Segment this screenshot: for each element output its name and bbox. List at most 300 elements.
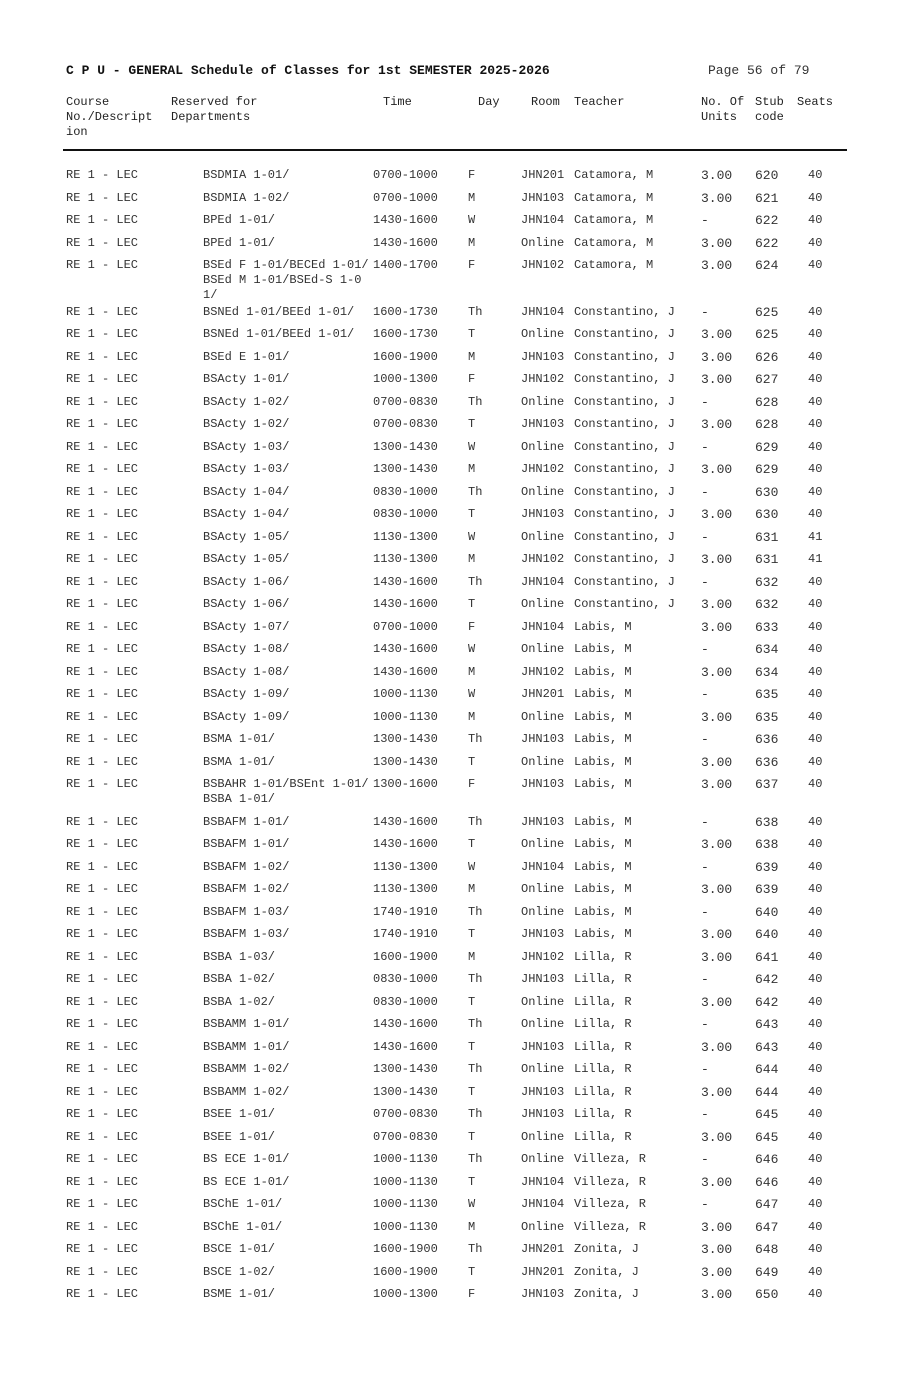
stub-code-cell: 635 bbox=[755, 709, 779, 725]
day-cell: Th bbox=[468, 1107, 483, 1121]
room-cell: JHN104 bbox=[521, 213, 565, 227]
units-cell: - bbox=[701, 529, 709, 545]
department-cell: BSActy 1-01/ bbox=[203, 372, 290, 386]
department-cell: BSME 1-01/ bbox=[203, 1287, 276, 1301]
teacher-cell: Lilla, R bbox=[574, 1084, 632, 1099]
department-cell: BSNEd 1-01/BEEd 1-01/ bbox=[203, 304, 355, 319]
course-cell: RE 1 - LEC bbox=[66, 642, 139, 656]
room-cell: Online bbox=[521, 642, 565, 656]
units-cell: - bbox=[701, 1107, 709, 1122]
time-cell: 0830-1000 bbox=[373, 994, 438, 1009]
stub-code-cell: 624 bbox=[755, 258, 779, 273]
room-cell: JHN103 bbox=[521, 507, 565, 521]
table-row bbox=[0, 507, 900, 530]
department-cell: BSChE 1-01/ bbox=[203, 1197, 283, 1211]
time-cell: 1300-1430 bbox=[373, 754, 438, 769]
table-row bbox=[0, 1287, 900, 1310]
table-row bbox=[0, 905, 900, 928]
course-cell: RE 1 - LEC bbox=[66, 687, 139, 701]
time-cell: 1400-1700 bbox=[373, 258, 438, 272]
department-cell: BSBAFM 1-03/ bbox=[203, 904, 290, 919]
course-cell: RE 1 - LEC bbox=[66, 882, 139, 896]
teacher-cell: Constantino, J bbox=[574, 372, 675, 386]
room-cell: JHN201 bbox=[521, 687, 565, 701]
seats-cell: 40 bbox=[808, 1062, 823, 1076]
table-row bbox=[0, 350, 900, 373]
course-cell: RE 1 - LEC bbox=[66, 190, 139, 205]
department-cell: BSEE 1-01/ bbox=[203, 1107, 276, 1121]
table-row bbox=[0, 1062, 900, 1085]
course-cell: RE 1 - LEC bbox=[66, 619, 139, 634]
room-cell: Online bbox=[521, 754, 565, 769]
units-cell: 3.00 bbox=[701, 597, 733, 612]
units-cell: 3.00 bbox=[701, 1264, 733, 1280]
teacher-cell: Catamora, M bbox=[574, 190, 654, 205]
room-cell: JHN104 bbox=[521, 619, 565, 634]
department-cell: BPEd 1-01/ bbox=[203, 213, 276, 227]
header-divider bbox=[63, 149, 847, 151]
day-cell: T bbox=[468, 1039, 476, 1054]
teacher-cell: Labis, M bbox=[574, 732, 632, 746]
seats-cell: 40 bbox=[808, 1039, 823, 1054]
course-cell: RE 1 - LEC bbox=[66, 213, 139, 227]
room-cell: Online bbox=[521, 1152, 565, 1166]
day-cell: Th bbox=[468, 904, 483, 919]
table-row bbox=[0, 462, 900, 485]
table-row bbox=[0, 950, 900, 973]
room-cell: Online bbox=[521, 529, 565, 544]
stub-code-cell: 645 bbox=[755, 1107, 779, 1122]
course-cell: RE 1 - LEC bbox=[66, 1197, 139, 1211]
day-cell: T bbox=[468, 597, 476, 611]
seats-cell: 40 bbox=[808, 213, 823, 227]
teacher-cell: Constantino, J bbox=[574, 439, 675, 454]
units-cell: 3.00 bbox=[701, 619, 733, 635]
table-row bbox=[0, 837, 900, 860]
units-cell: 3.00 bbox=[701, 949, 733, 965]
room-cell: JHN102 bbox=[521, 462, 565, 476]
room-cell: Online bbox=[521, 235, 565, 250]
table-row bbox=[0, 597, 900, 620]
room-cell: Online bbox=[521, 597, 565, 611]
course-cell: RE 1 - LEC bbox=[66, 949, 139, 964]
table-row bbox=[0, 327, 900, 350]
room-cell: Online bbox=[521, 1017, 565, 1031]
stub-code-cell: 625 bbox=[755, 327, 779, 342]
time-cell: 0700-0830 bbox=[373, 394, 438, 409]
day-cell: Th bbox=[468, 1017, 483, 1031]
room-cell: JHN103 bbox=[521, 972, 565, 986]
teacher-cell: Labis, M bbox=[574, 619, 632, 634]
room-cell: Online bbox=[521, 327, 565, 341]
department-cell: BSMA 1-01/ bbox=[203, 754, 276, 769]
course-cell: RE 1 - LEC bbox=[66, 1084, 139, 1099]
stub-code-cell: 630 bbox=[755, 507, 779, 522]
teacher-cell: Lilla, R bbox=[574, 1129, 632, 1144]
units-cell: 3.00 bbox=[701, 372, 733, 387]
units-cell: - bbox=[701, 1062, 709, 1077]
seats-cell: 40 bbox=[808, 732, 823, 746]
time-cell: 0700-1000 bbox=[373, 619, 438, 634]
seats-cell: 40 bbox=[808, 327, 823, 341]
time-cell: 1430-1600 bbox=[373, 642, 438, 656]
seats-cell: 40 bbox=[808, 709, 823, 724]
table-row bbox=[0, 552, 900, 575]
department-cell: BSActy 1-03/ bbox=[203, 439, 290, 454]
teacher-cell: Labis, M bbox=[574, 927, 632, 941]
room-cell: JHN103 bbox=[521, 1287, 565, 1301]
course-cell: RE 1 - LEC bbox=[66, 664, 139, 679]
stub-code-cell: 632 bbox=[755, 597, 779, 612]
stub-code-cell: 639 bbox=[755, 882, 779, 897]
stub-code-cell: 636 bbox=[755, 754, 779, 770]
day-cell: M bbox=[468, 552, 476, 566]
stub-code-cell: 650 bbox=[755, 1287, 779, 1302]
stub-code-cell: 631 bbox=[755, 552, 779, 567]
units-cell: 3.00 bbox=[701, 754, 733, 770]
department-cell: BSBAMM 1-02/ bbox=[203, 1084, 290, 1099]
units-cell: 3.00 bbox=[701, 994, 733, 1010]
course-cell: RE 1 - LEC bbox=[66, 1287, 139, 1301]
room-cell: Online bbox=[521, 994, 565, 1009]
day-cell: T bbox=[468, 1129, 476, 1144]
teacher-cell: Zonita, J bbox=[574, 1264, 639, 1279]
units-cell: 3.00 bbox=[701, 1242, 733, 1257]
department-cell: BS ECE 1-01/ bbox=[203, 1174, 290, 1189]
teacher-cell: Constantino, J bbox=[574, 462, 675, 476]
time-cell: 1740-1910 bbox=[373, 904, 438, 919]
teacher-cell: Lilla, R bbox=[574, 1107, 632, 1121]
stub-code-cell: 647 bbox=[755, 1197, 779, 1212]
room-cell: JHN104 bbox=[521, 859, 565, 874]
table-row bbox=[0, 1040, 900, 1063]
room-cell: JHN104 bbox=[521, 1174, 565, 1189]
room-cell: Online bbox=[521, 882, 565, 896]
table-row bbox=[0, 1130, 900, 1153]
stub-code-cell: 637 bbox=[755, 777, 779, 792]
stub-code-cell: 625 bbox=[755, 304, 779, 320]
time-cell: 1130-1300 bbox=[373, 882, 438, 896]
teacher-cell: Lilla, R bbox=[574, 949, 632, 964]
seats-cell: 40 bbox=[808, 484, 823, 499]
table-row bbox=[0, 236, 900, 259]
seats-cell: 40 bbox=[808, 1219, 823, 1234]
room-cell: Online bbox=[521, 1062, 565, 1076]
teacher-cell: Zonita, J bbox=[574, 1242, 639, 1256]
seats-cell: 40 bbox=[808, 1242, 823, 1256]
room-cell: JHN103 bbox=[521, 190, 565, 205]
day-cell: T bbox=[468, 927, 476, 941]
table-row bbox=[0, 1107, 900, 1130]
course-cell: RE 1 - LEC bbox=[66, 904, 139, 919]
stub-code-cell: 638 bbox=[755, 814, 779, 830]
units-cell: 3.00 bbox=[701, 258, 733, 273]
teacher-cell: Constantino, J bbox=[574, 597, 675, 611]
course-cell: RE 1 - LEC bbox=[66, 859, 139, 874]
time-cell: 1430-1600 bbox=[373, 597, 438, 611]
col-header-day: Day bbox=[478, 95, 500, 109]
teacher-cell: Labis, M bbox=[574, 814, 632, 829]
room-cell: JHN103 bbox=[521, 1084, 565, 1099]
day-cell: W bbox=[468, 642, 476, 656]
room-cell: Online bbox=[521, 837, 565, 851]
stub-code-cell: 648 bbox=[755, 1242, 779, 1257]
table-row bbox=[0, 1017, 900, 1040]
stub-code-cell: 646 bbox=[755, 1152, 779, 1167]
day-cell: T bbox=[468, 837, 476, 851]
seats-cell: 40 bbox=[808, 687, 823, 701]
seats-cell: 40 bbox=[808, 904, 823, 919]
day-cell: Th bbox=[468, 1062, 483, 1076]
stub-code-cell: 647 bbox=[755, 1219, 779, 1235]
stub-code-cell: 642 bbox=[755, 972, 779, 987]
room-cell: Online bbox=[521, 1129, 565, 1144]
course-cell: RE 1 - LEC bbox=[66, 439, 139, 454]
teacher-cell: Constantino, J bbox=[574, 574, 675, 589]
table-row bbox=[0, 1175, 900, 1198]
seats-cell: 40 bbox=[808, 349, 823, 364]
course-cell: RE 1 - LEC bbox=[66, 837, 139, 851]
department-cell: BSCE 1-02/ bbox=[203, 1264, 276, 1279]
department-cell: BSActy 1-03/ bbox=[203, 462, 290, 476]
day-cell: F bbox=[468, 372, 476, 386]
teacher-cell: Catamora, M bbox=[574, 213, 654, 227]
stub-code-cell: 636 bbox=[755, 732, 779, 747]
department-cell: BSMA 1-01/ bbox=[203, 732, 276, 746]
stub-code-cell: 635 bbox=[755, 687, 779, 702]
table-row bbox=[0, 1242, 900, 1265]
seats-cell: 40 bbox=[808, 597, 823, 611]
room-cell: JHN102 bbox=[521, 372, 565, 386]
teacher-cell: Labis, M bbox=[574, 687, 632, 701]
units-cell: 3.00 bbox=[701, 882, 733, 897]
units-cell: 3.00 bbox=[701, 927, 733, 942]
stub-code-cell: 631 bbox=[755, 529, 779, 545]
units-cell: - bbox=[701, 394, 709, 410]
seats-cell: 40 bbox=[808, 859, 823, 874]
teacher-cell: Constantino, J bbox=[574, 394, 675, 409]
table-row bbox=[0, 732, 900, 755]
department-cell: BSBAFM 1-02/ bbox=[203, 859, 290, 874]
seats-cell: 40 bbox=[808, 235, 823, 250]
table-row bbox=[0, 1197, 900, 1220]
day-cell: M bbox=[468, 190, 476, 205]
room-cell: JHN104 bbox=[521, 574, 565, 589]
day-cell: T bbox=[468, 1174, 476, 1189]
time-cell: 0700-1000 bbox=[373, 190, 438, 205]
department-cell: BSEd E 1-01/ bbox=[203, 349, 290, 364]
course-cell: RE 1 - LEC bbox=[66, 597, 139, 611]
day-cell: T bbox=[468, 1084, 476, 1099]
time-cell: 1600-1730 bbox=[373, 327, 438, 341]
units-cell: - bbox=[701, 1197, 709, 1212]
course-cell: RE 1 - LEC bbox=[66, 814, 139, 829]
department-cell: BSEd F 1-01/BECEd 1-01/BSEd M 1-01/BSEd-S 1-01/ bbox=[203, 258, 369, 302]
day-cell: F bbox=[468, 258, 476, 272]
units-cell: - bbox=[701, 213, 709, 228]
table-row bbox=[0, 1265, 900, 1288]
day-cell: F bbox=[468, 619, 476, 634]
department-cell: BSBAFM 1-01/ bbox=[203, 837, 290, 851]
units-cell: 3.00 bbox=[701, 349, 733, 365]
units-cell: 3.00 bbox=[701, 417, 733, 432]
units-cell: - bbox=[701, 1152, 709, 1167]
table-row bbox=[0, 972, 900, 995]
units-cell: 3.00 bbox=[701, 1287, 733, 1302]
room-cell: JHN103 bbox=[521, 417, 565, 431]
stub-code-cell: 640 bbox=[755, 904, 779, 920]
units-cell: 3.00 bbox=[701, 190, 733, 206]
course-cell: RE 1 - LEC bbox=[66, 1107, 139, 1121]
room-cell: JHN102 bbox=[521, 258, 565, 272]
table-row bbox=[0, 665, 900, 688]
time-cell: 1000-1130 bbox=[373, 1152, 438, 1166]
time-cell: 1600-1900 bbox=[373, 1242, 438, 1256]
time-cell: 1000-1300 bbox=[373, 1287, 438, 1301]
units-cell: - bbox=[701, 814, 709, 830]
seats-cell: 40 bbox=[808, 1084, 823, 1099]
course-cell: RE 1 - LEC bbox=[66, 304, 139, 319]
seats-cell: 40 bbox=[808, 949, 823, 964]
time-cell: 1000-1130 bbox=[373, 1174, 438, 1189]
course-cell: RE 1 - LEC bbox=[66, 1062, 139, 1076]
time-cell: 1430-1600 bbox=[373, 213, 438, 227]
teacher-cell: Constantino, J bbox=[574, 507, 675, 521]
time-cell: 0700-0830 bbox=[373, 417, 438, 431]
day-cell: Th bbox=[468, 1242, 483, 1256]
seats-cell: 40 bbox=[808, 258, 823, 272]
department-cell: BSBAFM 1-03/ bbox=[203, 927, 290, 941]
time-cell: 0700-1000 bbox=[373, 168, 438, 182]
course-cell: RE 1 - LEC bbox=[66, 1264, 139, 1279]
room-cell: Online bbox=[521, 394, 565, 409]
room-cell: JHN201 bbox=[521, 1242, 565, 1256]
schedule-table bbox=[0, 168, 900, 1310]
stub-code-cell: 634 bbox=[755, 664, 779, 680]
seats-cell: 40 bbox=[808, 619, 823, 634]
day-cell: W bbox=[468, 1197, 476, 1211]
time-cell: 1300-1430 bbox=[373, 462, 438, 476]
teacher-cell: Villeza, R bbox=[574, 1174, 647, 1189]
time-cell: 0700-0830 bbox=[373, 1129, 438, 1144]
department-cell: BSBA 1-02/ bbox=[203, 972, 276, 986]
stub-code-cell: 629 bbox=[755, 439, 779, 455]
table-row bbox=[0, 860, 900, 883]
time-cell: 1430-1600 bbox=[373, 1039, 438, 1054]
teacher-cell: Labis, M bbox=[574, 837, 632, 851]
units-cell: - bbox=[701, 484, 709, 500]
room-cell: JHN104 bbox=[521, 1197, 565, 1211]
time-cell: 1600-1900 bbox=[373, 1264, 438, 1279]
units-cell: 3.00 bbox=[701, 1084, 733, 1100]
stub-code-cell: 622 bbox=[755, 235, 779, 251]
time-cell: 1600-1900 bbox=[373, 349, 438, 364]
stub-code-cell: 644 bbox=[755, 1062, 779, 1077]
teacher-cell: Catamora, M bbox=[574, 168, 654, 182]
teacher-cell: Villeza, R bbox=[574, 1152, 647, 1166]
seats-cell: 40 bbox=[808, 642, 823, 656]
teacher-cell: Labis, M bbox=[574, 904, 632, 919]
units-cell: 3.00 bbox=[701, 462, 733, 477]
seats-cell: 40 bbox=[808, 507, 823, 521]
seats-cell: 40 bbox=[808, 168, 823, 182]
day-cell: Th bbox=[468, 304, 483, 319]
department-cell: BSBAMM 1-01/ bbox=[203, 1039, 290, 1054]
units-cell: 3.00 bbox=[701, 1129, 733, 1145]
time-cell: 1430-1600 bbox=[373, 235, 438, 250]
room-cell: JHN102 bbox=[521, 949, 565, 964]
room-cell: JHN103 bbox=[521, 1107, 565, 1121]
time-cell: 1300-1430 bbox=[373, 1084, 438, 1099]
table-row bbox=[0, 168, 900, 191]
day-cell: Th bbox=[468, 732, 483, 746]
department-cell: BSChE 1-01/ bbox=[203, 1219, 283, 1234]
course-cell: RE 1 - LEC bbox=[66, 709, 139, 724]
department-cell: BSBAMM 1-02/ bbox=[203, 1062, 290, 1076]
room-cell: Online bbox=[521, 709, 565, 724]
table-row bbox=[0, 1152, 900, 1175]
course-cell: RE 1 - LEC bbox=[66, 1017, 139, 1031]
seats-cell: 40 bbox=[808, 1197, 823, 1211]
day-cell: T bbox=[468, 327, 476, 341]
seats-cell: 40 bbox=[808, 462, 823, 476]
teacher-cell: Lilla, R bbox=[574, 1039, 632, 1054]
teacher-cell: Labis, M bbox=[574, 882, 632, 896]
time-cell: 1430-1600 bbox=[373, 814, 438, 829]
day-cell: M bbox=[468, 349, 476, 364]
course-cell: RE 1 - LEC bbox=[66, 927, 139, 941]
teacher-cell: Zonita, J bbox=[574, 1287, 639, 1301]
stub-code-cell: 640 bbox=[755, 927, 779, 942]
day-cell: T bbox=[468, 754, 476, 769]
time-cell: 1000-1130 bbox=[373, 709, 438, 724]
department-cell: BSBAFM 1-02/ bbox=[203, 882, 290, 896]
day-cell: M bbox=[468, 949, 476, 964]
time-cell: 1740-1910 bbox=[373, 927, 438, 941]
stub-code-cell: 643 bbox=[755, 1039, 779, 1055]
day-cell: Th bbox=[468, 972, 483, 986]
seats-cell: 40 bbox=[808, 574, 823, 589]
teacher-cell: Constantino, J bbox=[574, 304, 675, 319]
room-cell: Online bbox=[521, 484, 565, 499]
teacher-cell: Villeza, R bbox=[574, 1219, 647, 1234]
course-cell: RE 1 - LEC bbox=[66, 754, 139, 769]
room-cell: JHN103 bbox=[521, 777, 565, 791]
teacher-cell: Constantino, J bbox=[574, 484, 675, 499]
course-cell: RE 1 - LEC bbox=[66, 349, 139, 364]
department-cell: BSDMIA 1-01/ bbox=[203, 168, 290, 182]
department-cell: BSActy 1-04/ bbox=[203, 507, 290, 521]
page-number: Page 56 of 79 bbox=[708, 63, 810, 78]
col-header-seats: Seats bbox=[797, 95, 834, 109]
course-cell: RE 1 - LEC bbox=[66, 168, 139, 182]
table-row bbox=[0, 815, 900, 838]
seats-cell: 40 bbox=[808, 1264, 823, 1279]
seats-cell: 40 bbox=[808, 777, 823, 791]
day-cell: T bbox=[468, 1264, 476, 1279]
course-cell: RE 1 - LEC bbox=[66, 1152, 139, 1166]
stub-code-cell: 639 bbox=[755, 859, 779, 875]
day-cell: Th bbox=[468, 574, 483, 589]
col-header-reserved: Reserved for Departments bbox=[171, 95, 258, 124]
units-cell: - bbox=[701, 859, 709, 875]
time-cell: 1430-1600 bbox=[373, 1017, 438, 1031]
col-header-stub: Stub code bbox=[755, 95, 784, 124]
table-row bbox=[0, 1085, 900, 1108]
units-cell: - bbox=[701, 574, 709, 590]
department-cell: BSBAFM 1-01/ bbox=[203, 814, 290, 829]
units-cell: - bbox=[701, 732, 709, 747]
